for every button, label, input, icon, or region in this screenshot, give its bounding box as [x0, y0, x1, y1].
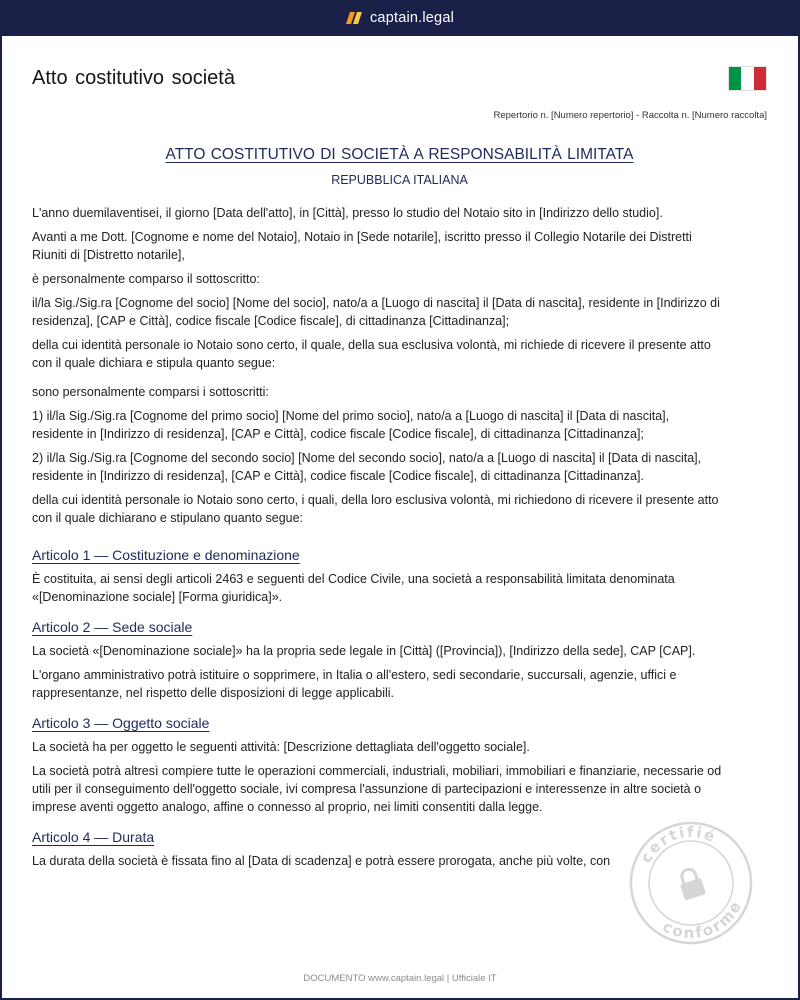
article-paragraph: La società «[Denominazione sociale]» ha la propria sede legale in [Città] ([Provincia]), [Indirizzo della sede], CAP [CAP].	[32, 644, 696, 658]
flag-stripe-green	[729, 67, 741, 90]
articles	[32, 545, 767, 870]
article-3	[32, 713, 767, 816]
brand-link[interactable]	[346, 10, 454, 26]
flag-stripe-red	[754, 67, 766, 90]
top-bar	[2, 0, 798, 36]
stamp-bottom-text: conforme	[659, 897, 746, 943]
article-paragraph: L'organo amministrativo potrà istituire o sopprimere, in Italia o all'estero, sedi secondarie, succursali, agenzie, uffici e rappresentanze, nel rispetto delle disposizioni di legge applicabili.	[32, 668, 677, 700]
preamble-paragraph: della cui identità personale io Notaio sono certo, il quale, della sua esclusiva volontà, mi richiede di ricevere il presente atto con il quale dichiara e stipula quanto segue:	[32, 338, 711, 370]
stamp-top-text: certifié	[636, 822, 720, 867]
article-title: Articolo 1 — Costituzione e denominazione	[32, 547, 300, 563]
preamble-paragraph: è personalmente comparso il sottoscritto:	[32, 272, 260, 286]
article-title: Articolo 3 — Oggetto sociale	[32, 715, 210, 731]
title-row	[32, 62, 767, 94]
article-paragraph: La società potrà altresì compiere tutte le operazioni commerciali, industriali, mobiliari, immobiliari e finanziarie, necessarie od utili per il conseguimento dell'oggetto sociale, ivi compresa l'assunzione di partecipazioni e interessenze in altre società o imprese aventi oggetto analogo, affine o connesso al proprio, nei limiti consentiti dalla legge.	[32, 764, 722, 814]
article-paragraph: La società ha per oggetto le seguenti attività: [Descrizione dettagliata dell'oggetto sociale].	[32, 740, 530, 754]
article-paragraph: La durata della società è fissata fino al [Data di scadenza] e potrà essere prorogata, anche più volte, con	[32, 854, 611, 868]
italy-flag-icon	[728, 66, 767, 91]
article-paragraph: È costituita, ai sensi degli articoli 2463 e seguenti del Codice Civile, una società a responsabilità limitata denominata «[Denominazione sociale] [Forma giuridica]».	[32, 572, 675, 604]
document-body	[2, 36, 798, 954]
article-title: Articolo 2 — Sede sociale	[32, 619, 193, 635]
page-title: Atto costitutivo società	[32, 66, 235, 89]
preamble-paragraph: della cui identità personale io Notaio sono certo, i quali, della loro esclusiva volontà, mi richiedono di ricevere il presente atto con il quale dichiarano e stipulano quanto segue:	[32, 493, 719, 525]
article-title: Articolo 4 — Durata	[32, 829, 155, 845]
preamble-paragraph: L'anno duemilaventisei, il giorno [Data dell'atto], in [Città], presso lo studio del Notaio sito in [Indirizzo dello studio].	[32, 206, 663, 220]
double-slash-logo-icon	[346, 12, 362, 24]
footer: DOCUMENTO www.captain.legal | Ufficiale IT	[303, 973, 497, 984]
preamble-paragraph: il/la Sig./Sig.ra [Cognome del socio] [Nome del socio], nato/a a [Luogo di nascita] il [Data di nascita], residente in [Indirizzo di residenza], [CAP e Città], codice fiscale [Codice fiscale], di cittadinanza [Cittadinanza];	[32, 296, 720, 328]
flag-stripe-white	[741, 67, 753, 90]
brand-name: captain.legal	[369, 10, 455, 26]
article-2	[32, 617, 767, 702]
preamble	[32, 204, 767, 527]
article-1	[32, 545, 767, 606]
repertorio-reference: Repertorio n. [Numero repertorio] - Raccolta n. [Numero raccolta]	[493, 110, 767, 121]
preamble-paragraph: Avanti a me Dott. [Cognome e nome del Notaio], Notaio in [Sede notarile], iscritto presso il Collegio Notarile dei Distretti Riuniti di [Distretto notarile],	[32, 230, 692, 262]
article-4	[32, 827, 767, 870]
preamble-paragraph: 2) il/la Sig./Sig.ra [Cognome del secondo socio] [Nome del secondo socio], nato/a a [Luogo di nascita] il [Data di nascita], residente in [Indirizzo di residenza], [CAP e Città], codice fiscale [Codice fiscale], di cittadinanza [Cittadinanza].	[32, 451, 702, 483]
preamble-paragraph: sono personalmente comparsi i sottoscritti:	[32, 385, 269, 399]
document-heading: ATTO COSTITUTIVO DI SOCIETÀ A RESPONSABILITÀ LIMITATA	[165, 146, 634, 163]
document-subheading: REPUBBLICA ITALIANA	[331, 173, 468, 187]
preamble-paragraph: 1) il/la Sig./Sig.ra [Cognome del primo socio] [Nome del primo socio], nato/a a [Luogo di nascita] il [Data di nascita], residente in [Indirizzo di residenza], [CAP e Città], codice fiscale [Codice fiscale], di cittadinanza [Cittadinanza];	[32, 409, 670, 441]
